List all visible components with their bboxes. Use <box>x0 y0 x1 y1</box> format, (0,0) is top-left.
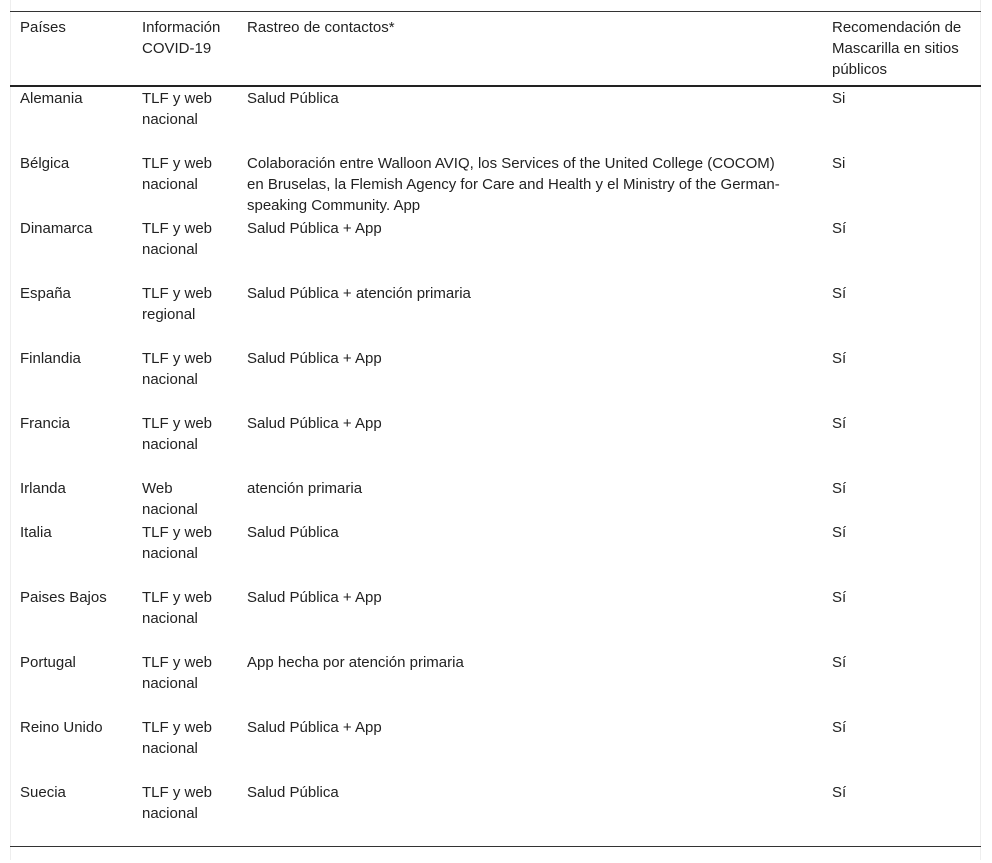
cell-mascarilla: Sí <box>832 350 847 367</box>
cell-pais: Irlanda <box>20 480 66 497</box>
header-informacion: Información COVID-19 <box>142 19 221 57</box>
table-row <box>10 86 981 152</box>
cell-pais: Suecia <box>20 784 66 801</box>
cell-mascarilla: Si <box>832 155 846 172</box>
table-row <box>10 586 981 651</box>
cell-mascarilla: Sí <box>832 285 847 302</box>
cell-informacion: TLF y web nacional <box>142 90 213 128</box>
cell-rastreo: Salud Pública <box>247 524 339 541</box>
cell-mascarilla: Sí <box>832 524 847 541</box>
cell-pais: Finlandia <box>20 350 81 367</box>
cell-pais: Paises Bajos <box>20 589 107 606</box>
header-paises: Países <box>20 19 66 36</box>
cell-mascarilla: Si <box>832 90 846 107</box>
cell-pais: Dinamarca <box>20 220 93 237</box>
cell-rastreo: Salud Pública + App <box>247 350 382 367</box>
cell-pais: Reino Unido <box>20 719 103 736</box>
cell-informacion: TLF y web nacional <box>142 155 213 193</box>
cell-rastreo: Salud Pública + App <box>247 589 382 606</box>
table-row <box>10 282 981 347</box>
cell-pais: Portugal <box>20 654 76 671</box>
table-row <box>10 347 981 412</box>
cell-pais: España <box>20 285 71 302</box>
cell-informacion: TLF y web nacional <box>142 350 213 388</box>
cell-rastreo: Salud Pública <box>247 784 339 801</box>
cell-informacion: TLF y web nacional <box>142 654 213 692</box>
cell-mascarilla: Sí <box>832 589 847 606</box>
cell-rastreo: App hecha por atención primaria <box>247 654 464 671</box>
cell-rastreo: Salud Pública + App <box>247 719 382 736</box>
cell-informacion: TLF y web regional <box>142 285 213 323</box>
header-mascarilla: Recomendación de Mascarilla en sitios públicos <box>832 19 962 78</box>
cell-mascarilla: Sí <box>832 784 847 801</box>
cell-rastreo: Salud Pública + atención primaria <box>247 285 471 302</box>
table-row <box>10 217 981 282</box>
table-row <box>10 152 981 217</box>
table-row <box>10 412 981 477</box>
header-rastreo: Rastreo de contactos* <box>247 19 395 36</box>
table-row <box>10 716 981 781</box>
cell-mascarilla: Sí <box>832 415 847 432</box>
table-row <box>10 477 981 521</box>
table-row <box>10 651 981 716</box>
cell-pais: Bélgica <box>20 155 70 172</box>
cell-mascarilla: Sí <box>832 480 847 497</box>
table-row <box>10 521 981 586</box>
countries-table <box>10 11 981 847</box>
cell-rastreo: Salud Pública + App <box>247 415 382 432</box>
cell-rastreo: Colaboración entre Walloon AVIQ, los Services of the United College (COCOM) en Bruselas, la Flemish Agency for Care and Health y el Ministry of the German-speaking Community. App <box>247 155 780 214</box>
cell-pais: Alemania <box>20 90 83 107</box>
cell-mascarilla: Sí <box>832 654 847 671</box>
table-row <box>10 781 981 847</box>
cell-informacion: TLF y web nacional <box>142 589 213 627</box>
cell-rastreo: Salud Pública <box>247 90 339 107</box>
cell-informacion: TLF y web nacional <box>142 220 213 258</box>
header-row <box>10 12 981 87</box>
cell-rastreo: atención primaria <box>247 480 363 497</box>
cell-informacion: TLF y web nacional <box>142 524 213 562</box>
cell-pais: Italia <box>20 524 52 541</box>
cell-pais: Francia <box>20 415 71 432</box>
cell-informacion: TLF y web nacional <box>142 415 213 453</box>
table-body <box>10 86 981 847</box>
cell-rastreo: Salud Pública + App <box>247 220 382 237</box>
cell-informacion: TLF y web nacional <box>142 719 213 757</box>
cell-informacion: TLF y web nacional <box>142 784 213 822</box>
cell-mascarilla: Sí <box>832 220 847 237</box>
cell-mascarilla: Sí <box>832 719 847 736</box>
table-header <box>10 12 981 87</box>
cell-informacion: Web nacional <box>142 480 198 518</box>
